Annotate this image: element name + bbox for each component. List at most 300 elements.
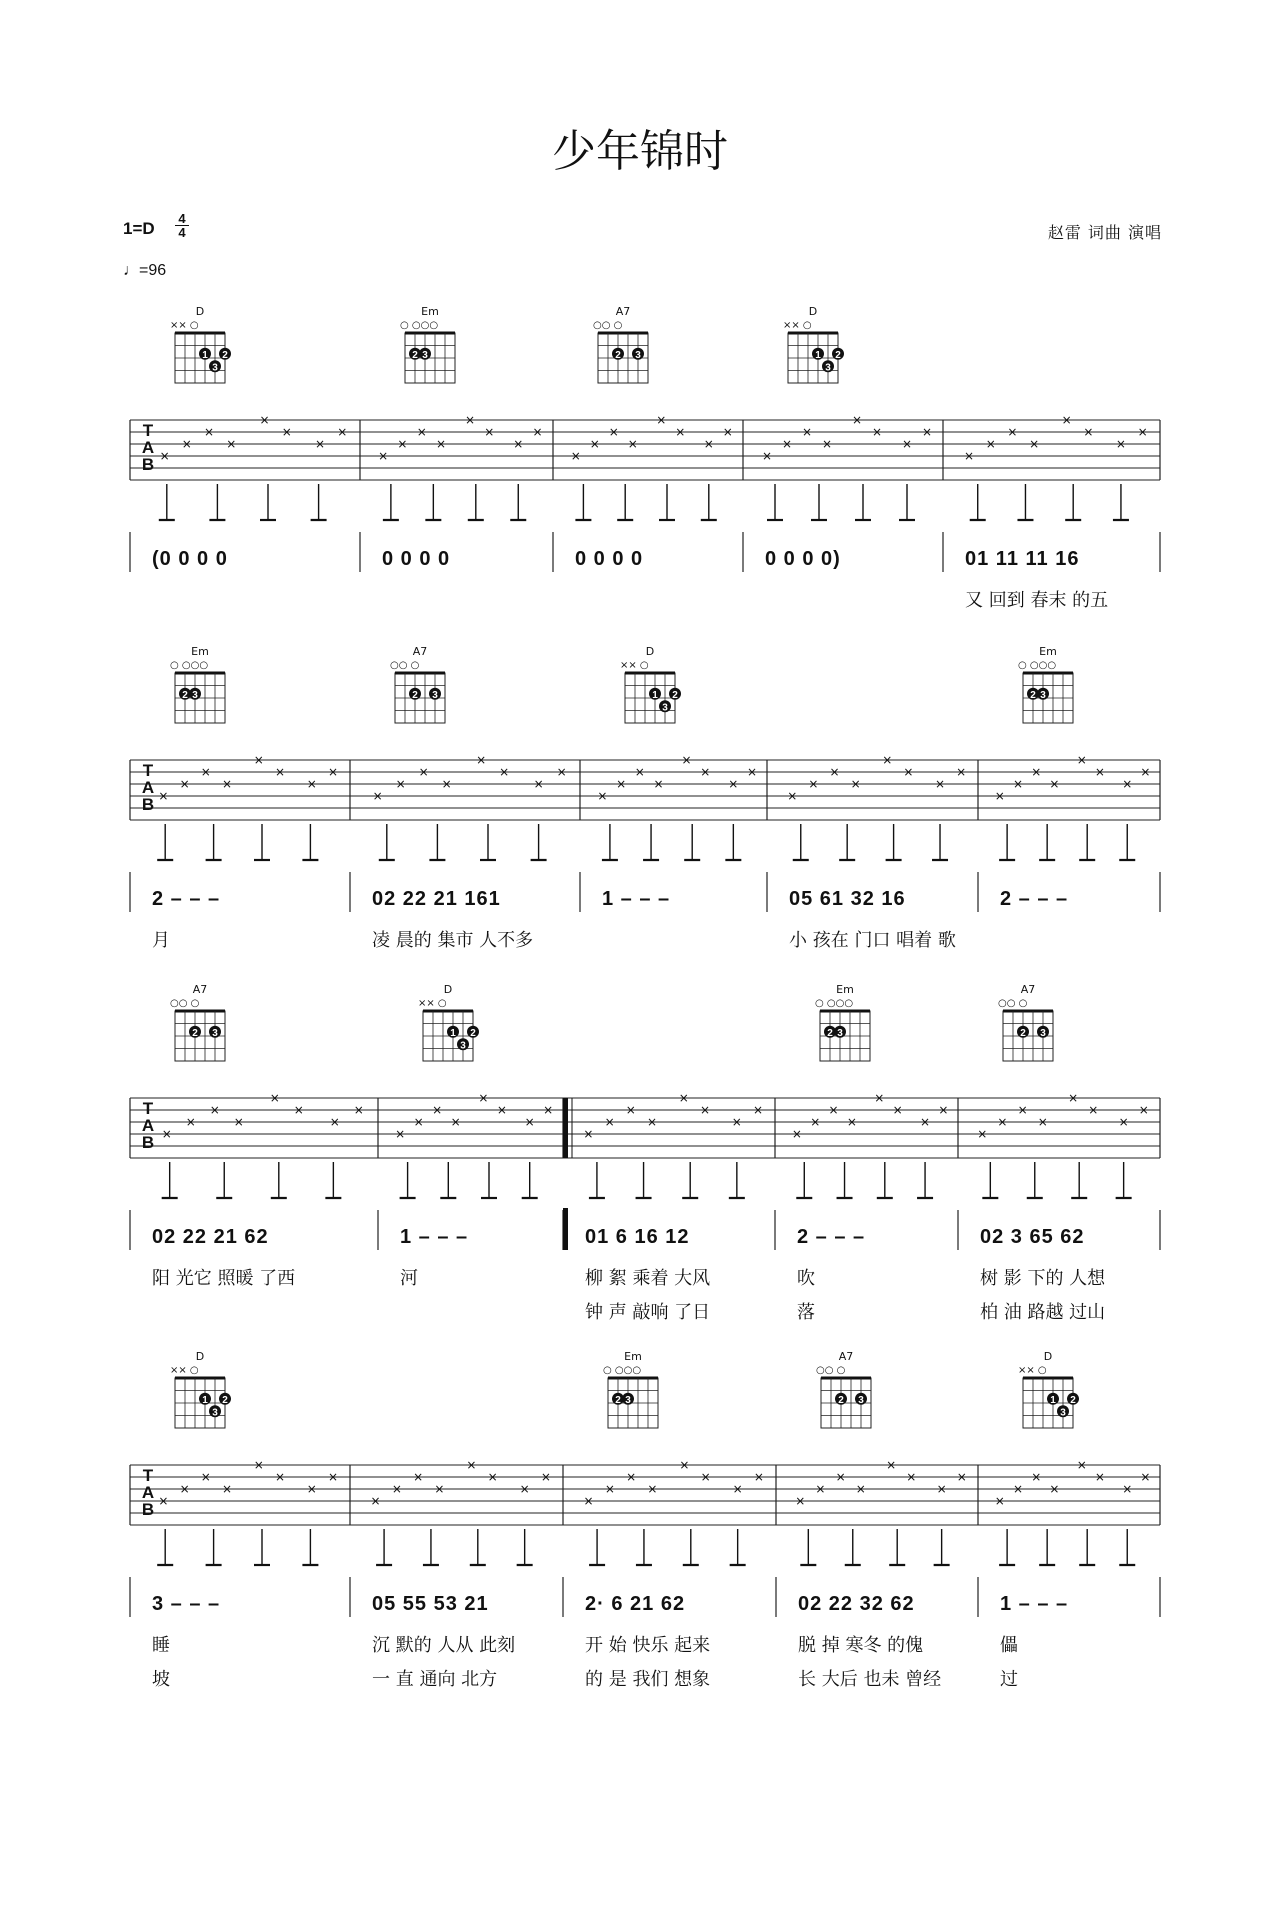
strum-mark: ×: [328, 765, 339, 779]
strum-mark: ×: [253, 753, 264, 767]
strum-mark: ×: [753, 1103, 764, 1117]
chord-finger-number: 2: [615, 349, 621, 361]
numbered-notes: 1 – – –: [400, 1226, 469, 1248]
lyric-line-2: 钟 声 敲响 了日: [585, 1302, 711, 1323]
strum-mark: ×: [997, 1115, 1008, 1129]
measure: [995, 1350, 1151, 1690]
strum-mark: ×: [801, 425, 813, 439]
numbered-notes: 0 0 0 0: [382, 548, 451, 570]
strum-mark: ×: [647, 1115, 658, 1129]
strum-mark: ×: [1049, 777, 1060, 791]
strum-mark: ×: [226, 437, 237, 451]
lyric-line-1: 吹: [797, 1268, 815, 1289]
strum-mark: ×: [397, 437, 408, 451]
strum-mark: ×: [1013, 777, 1024, 791]
chord-open-mute-markers: ×× ○: [1018, 1365, 1047, 1376]
strum-mark: ×: [1094, 765, 1105, 779]
measure: [584, 1350, 764, 1690]
tab-clef-letter: B: [141, 1500, 155, 1519]
strum-mark: ×: [487, 1470, 498, 1484]
strum-mark: ×: [1138, 1103, 1149, 1117]
credits: 赵雷 词曲 演唱: [1047, 223, 1162, 242]
tab-clef-letter: B: [141, 795, 155, 814]
lyric-line-1: 阳 光它 照暖 了西: [152, 1268, 296, 1289]
strum-mark: ×: [1068, 1091, 1079, 1105]
lyric-line-2: 长 大后 也未 曾经: [798, 1669, 942, 1690]
chord-finger-number: 3: [1040, 1027, 1046, 1039]
strum-mark: ×: [209, 1103, 220, 1117]
strum-mark: ×: [901, 437, 913, 451]
strum-mark: ×: [787, 789, 798, 803]
strum-mark: ×: [938, 1103, 949, 1117]
numbered-notes: 1 – – –: [602, 888, 671, 910]
chord-open-mute-markers: ×× ○: [170, 320, 199, 331]
lyric-line-1: 树 影 下的 人想: [980, 1268, 1106, 1289]
chord-name: A7: [615, 305, 631, 318]
measure: [152, 645, 338, 951]
strum-mark: ×: [921, 425, 933, 439]
strum-mark: ×: [627, 437, 638, 451]
strum-mark: ×: [413, 1470, 424, 1484]
lyric-line-2: 落: [797, 1302, 815, 1323]
numbered-notes: 02 22 21 161: [372, 888, 501, 910]
chord-finger-number: 2: [672, 689, 678, 701]
chord-finger-number: 1: [202, 349, 208, 361]
chord-open-mute-markers: ○○ ○: [998, 998, 1028, 1009]
chord-open-mute-markers: ○ ○○○: [603, 1365, 642, 1376]
strum-mark: ×: [679, 1458, 690, 1472]
chord-finger-number: 2: [1020, 1027, 1026, 1039]
chord-name: A7: [838, 1350, 854, 1363]
strum-mark: ×: [956, 765, 967, 779]
strum-mark: ×: [1083, 425, 1094, 439]
chord-diagram: [170, 983, 225, 1061]
measure: [787, 753, 966, 951]
strum-mark: ×: [1140, 1470, 1151, 1484]
chord-finger-number: 3: [635, 349, 641, 361]
strum-mark: ×: [200, 1470, 211, 1484]
tab-clef-letter: A: [141, 438, 155, 457]
strum-mark: ×: [337, 425, 348, 439]
strum-mark: ×: [395, 1127, 406, 1141]
strum-mark: ×: [275, 1470, 286, 1484]
chord-finger-number: 2: [222, 349, 228, 361]
measure: [583, 1091, 763, 1323]
chord-finger-number: 2: [615, 1394, 621, 1406]
strum-mark: ×: [808, 777, 819, 791]
quarter-note-icon: ♩: [123, 262, 139, 279]
strum-mark: ×: [994, 1494, 1005, 1508]
strum-mark: ×: [533, 777, 544, 791]
strum-mark: ×: [204, 425, 215, 439]
strum-mark: ×: [934, 777, 946, 791]
strum-mark: ×: [185, 1115, 196, 1129]
measure: [995, 645, 1151, 910]
music-system: [130, 305, 1160, 611]
strum-mark: ×: [1076, 753, 1087, 767]
chord-finger-number: 3: [1060, 1407, 1066, 1419]
numbered-notes: 02 22 32 62: [798, 1593, 915, 1615]
strum-mark: ×: [499, 765, 510, 779]
strum-mark: ×: [418, 765, 429, 779]
chord-diagram: [998, 983, 1053, 1061]
lyric-line-1: 开 始 快乐 起来: [585, 1635, 711, 1656]
measure: [792, 983, 948, 1323]
chord-name: D: [645, 645, 655, 658]
strum-mark: ×: [1013, 1482, 1024, 1496]
numbered-notes: 0 0 0 0: [575, 548, 644, 570]
strum-mark: ×: [450, 1115, 461, 1129]
chord-name: A7: [192, 983, 208, 996]
music-system: [130, 1350, 1160, 1690]
music-system: [130, 983, 1160, 1323]
strum-mark: ×: [328, 1470, 339, 1484]
chord-finger-number: 2: [470, 1027, 476, 1039]
chord-open-mute-markers: ×× ○: [620, 660, 649, 671]
strum-mark: ×: [835, 1470, 846, 1484]
strum-mark: ×: [1088, 1103, 1099, 1117]
measure: [762, 305, 932, 570]
strum-mark: ×: [281, 425, 292, 439]
chord-diagram: [1018, 645, 1073, 723]
chord-finger-number: 2: [1030, 689, 1036, 701]
strum-mark: ×: [436, 437, 447, 451]
strum-mark: ×: [293, 1103, 304, 1117]
strum-mark: ×: [791, 1127, 802, 1141]
strum-mark: ×: [556, 765, 567, 779]
strum-mark: ×: [253, 1458, 264, 1472]
chord-diagram: [1018, 1350, 1079, 1428]
strum-mark: ×: [583, 1494, 594, 1508]
strum-mark: ×: [1007, 425, 1018, 439]
strum-mark: ×: [478, 1091, 489, 1105]
strum-mark: ×: [1049, 1482, 1060, 1496]
strum-mark: ×: [608, 425, 619, 439]
chord-open-mute-markers: ×× ○: [170, 1365, 199, 1376]
chord-finger-number: 3: [858, 1394, 864, 1406]
strum-mark: ×: [850, 777, 861, 791]
chord-finger-number: 2: [1070, 1394, 1076, 1406]
strum-mark: ×: [496, 1103, 507, 1117]
strum-mark: ×: [851, 413, 863, 427]
strum-mark: ×: [1118, 1115, 1129, 1129]
chord-finger-number: 3: [212, 1027, 218, 1039]
strum-mark: ×: [700, 765, 711, 779]
strum-mark: ×: [306, 1482, 317, 1496]
chord-name: D: [195, 1350, 205, 1363]
numbered-notes: 0 0 0 0): [765, 548, 841, 570]
strum-mark: ×: [269, 1091, 280, 1105]
strum-mark: ×: [378, 449, 389, 463]
chord-diagram: [815, 983, 870, 1061]
strum-mark: ×: [616, 777, 627, 791]
chord-name: D: [443, 983, 453, 996]
strum-mark: ×: [441, 777, 452, 791]
chord-finger-number: 3: [460, 1040, 466, 1052]
strum-mark: ×: [583, 1127, 594, 1141]
lyric-line-1: 儡: [1000, 1635, 1018, 1656]
chord-finger-number: 3: [192, 689, 198, 701]
strum-mark: ×: [543, 1103, 554, 1117]
strum-mark: ×: [464, 413, 476, 427]
strum-mark: ×: [728, 777, 739, 791]
measure: [571, 305, 733, 570]
chord-open-mute-markers: ○○ ○: [816, 1365, 846, 1376]
numbered-notes: 05 55 53 21: [372, 1593, 489, 1615]
strum-mark: ×: [1037, 1115, 1048, 1129]
chord-finger-number: 3: [212, 1407, 218, 1419]
strum-mark: ×: [731, 1115, 742, 1129]
chord-diagram: [170, 305, 231, 383]
strum-mark: ×: [795, 1494, 806, 1508]
strum-mark: ×: [703, 437, 714, 451]
strum-mark: ×: [920, 1115, 931, 1129]
strum-mark: ×: [222, 777, 233, 791]
tab-clef-letter: B: [141, 455, 155, 474]
strum-mark: ×: [828, 1103, 839, 1117]
strum-mark: ×: [434, 1482, 445, 1496]
chord-name: D: [195, 305, 205, 318]
numbered-notes: 01 11 11 16: [965, 548, 1080, 570]
chord-open-mute-markers: ○ ○○○: [170, 660, 209, 671]
tab-clef-letter: A: [141, 1116, 155, 1135]
chord-finger-number: 2: [412, 689, 418, 701]
chord-finger-number: 1: [450, 1027, 456, 1039]
strum-mark: ×: [259, 413, 270, 427]
chord-name: Em: [191, 645, 209, 658]
strum-mark: ×: [222, 1482, 233, 1496]
strum-mark: ×: [513, 437, 524, 451]
tab-clef-letter: T: [142, 1466, 154, 1485]
strum-mark: ×: [1122, 1482, 1133, 1496]
chord-finger-number: 1: [1050, 1394, 1056, 1406]
strum-mark: ×: [532, 425, 543, 439]
chord-name: D: [808, 305, 818, 318]
chord-finger-number: 3: [662, 702, 668, 714]
strum-mark: ×: [570, 449, 581, 463]
strum-mark: ×: [700, 1103, 711, 1117]
strum-mark: ×: [675, 425, 686, 439]
strum-mark: ×: [1140, 765, 1151, 779]
strum-mark: ×: [1061, 413, 1072, 427]
chord-open-mute-markers: ○ ○○○: [1018, 660, 1057, 671]
strum-mark: ×: [903, 765, 914, 779]
strum-mark: ×: [781, 437, 793, 451]
time-signature-bottom: 4: [178, 225, 186, 240]
lyric-line-1: 小 孩在 门口 唱着 歌: [789, 930, 956, 951]
chord-diagram: [418, 983, 479, 1061]
strum-mark: ×: [1029, 437, 1040, 451]
strum-mark: ×: [656, 413, 667, 427]
strum-mark: ×: [1031, 765, 1042, 779]
song-title: 少年锦时: [552, 126, 728, 177]
lyric-line-2: 一 直 通向 北方: [372, 1669, 498, 1690]
chord-finger-number: 1: [202, 1394, 208, 1406]
strum-mark: ×: [315, 437, 326, 451]
chord-finger-number: 2: [222, 1394, 228, 1406]
chord-open-mute-markers: ○○ ○: [390, 660, 420, 671]
strum-mark: ×: [329, 1115, 340, 1129]
strum-mark: ×: [476, 753, 487, 767]
tab-clef-letter: A: [141, 1483, 155, 1502]
strum-mark: ×: [306, 777, 317, 791]
chord-diagram: [170, 1350, 231, 1428]
strum-mark: ×: [626, 1470, 637, 1484]
strum-mark: ×: [634, 765, 645, 779]
strum-mark: ×: [233, 1115, 244, 1129]
chord-finger-number: 2: [182, 689, 188, 701]
measure: [977, 983, 1149, 1323]
strum-mark: ×: [466, 1458, 477, 1472]
numbered-notes: (0 0 0 0: [152, 548, 228, 570]
measure: [152, 983, 364, 1289]
strum-mark: ×: [871, 425, 883, 439]
strum-mark: ×: [761, 449, 773, 463]
strum-mark: ×: [1115, 437, 1126, 451]
numbered-notes: 2· 6 21 62: [585, 1593, 686, 1615]
measure: [372, 645, 567, 951]
numbered-notes: 1 – – –: [1000, 1593, 1069, 1615]
numbered-notes: 2 – – –: [1000, 888, 1069, 910]
measure: [395, 983, 553, 1289]
strum-mark: ×: [855, 1482, 866, 1496]
strum-mark: ×: [874, 1091, 885, 1105]
strum-mark: ×: [906, 1470, 917, 1484]
lyric-line-2: 坡: [152, 1669, 170, 1690]
strum-mark: ×: [747, 765, 758, 779]
lyric-line-1: 睡: [152, 1635, 170, 1656]
repeat-thick-bar: [563, 1098, 568, 1158]
strum-mark: ×: [936, 1482, 947, 1496]
chord-finger-number: 1: [815, 349, 821, 361]
tab-clef-letter: B: [141, 1133, 155, 1152]
strum-mark: ×: [597, 789, 608, 803]
strum-mark: ×: [181, 437, 192, 451]
strum-mark: ×: [158, 1494, 169, 1508]
chord-finger-number: 2: [412, 349, 418, 361]
strum-mark: ×: [753, 1470, 764, 1484]
lyric-line-1: 凌 晨的 集市 人不多: [372, 930, 534, 951]
chord-finger-number: 3: [825, 362, 831, 374]
lyric-line-2: 过: [1000, 1669, 1018, 1690]
chord-finger-number: 3: [422, 349, 428, 361]
numbered-notes: 3 – – –: [152, 1593, 221, 1615]
tab-clef-letter: T: [142, 421, 154, 440]
chord-finger-number: 3: [212, 362, 218, 374]
strum-mark: ×: [810, 1115, 821, 1129]
strum-mark: ×: [1076, 1458, 1087, 1472]
tab-clef-letter: T: [142, 761, 154, 780]
lyric-line-1: 又 回到 春末 的五: [965, 590, 1109, 611]
strum-mark: ×: [994, 789, 1005, 803]
numbered-notes: 02 22 21 62: [152, 1226, 269, 1248]
lyric-line-1: 河: [400, 1268, 418, 1289]
chord-name: Em: [421, 305, 439, 318]
strum-mark: ×: [1017, 1103, 1028, 1117]
strum-mark: ×: [647, 1482, 658, 1496]
lyric-line-1: 月: [152, 930, 170, 951]
chord-name: A7: [1020, 983, 1036, 996]
strum-mark: ×: [846, 1115, 857, 1129]
lyric-line-1: 柳 絮 乘着 大风: [585, 1268, 711, 1289]
lyric-line-1: 脱 掉 寒冬 的傀: [798, 1635, 924, 1656]
strum-mark: ×: [370, 1494, 381, 1508]
strum-mark: ×: [886, 1458, 897, 1472]
chord-diagram: [603, 1350, 658, 1428]
chord-name: A7: [412, 645, 428, 658]
measure: [371, 1458, 551, 1690]
chord-finger-number: 3: [1040, 689, 1046, 701]
chord-open-mute-markers: ×× ○: [783, 320, 812, 331]
chord-name: Em: [1039, 645, 1057, 658]
lyric-line-2: 的 是 我们 想象: [585, 1669, 711, 1690]
strum-mark: ×: [722, 425, 733, 439]
strum-mark: ×: [372, 789, 383, 803]
chord-diagram: [816, 1350, 871, 1428]
measure: [152, 1350, 338, 1690]
strum-mark: ×: [956, 1470, 967, 1484]
strum-mark: ×: [829, 765, 840, 779]
repeat-thick-bar: [563, 1208, 568, 1250]
chord-diagram: [400, 305, 455, 383]
strum-mark: ×: [604, 1482, 615, 1496]
strum-mark: ×: [678, 1091, 689, 1105]
lyric-line-2: 柏 油 路越 过山: [980, 1302, 1106, 1323]
chord-open-mute-markers: ○ ○○○: [400, 320, 439, 331]
strum-mark: ×: [732, 1482, 743, 1496]
strum-mark: ×: [484, 425, 495, 439]
strum-mark: ×: [700, 1470, 711, 1484]
strum-mark: ×: [1122, 777, 1133, 791]
strum-mark: ×: [432, 1103, 443, 1117]
tab-clef-letter: A: [141, 778, 155, 797]
chord-name: D: [1043, 1350, 1053, 1363]
tempo-value: =96: [139, 262, 167, 279]
chord-finger-number: 3: [432, 689, 438, 701]
strum-mark: ×: [159, 449, 170, 463]
chord-open-mute-markers: ○○ ○: [593, 320, 623, 331]
measure: [795, 1350, 967, 1690]
strum-mark: ×: [519, 1482, 530, 1496]
measure: [597, 645, 757, 910]
numbered-notes: 05 61 32 16: [789, 888, 906, 910]
strum-mark: ×: [158, 789, 169, 803]
tab-clef-letter: T: [142, 1099, 154, 1118]
numbered-notes: 2 – – –: [152, 888, 221, 910]
strum-mark: ×: [681, 753, 692, 767]
chord-finger-number: 2: [192, 1027, 198, 1039]
strum-mark: ×: [395, 777, 406, 791]
chord-finger-number: 1: [652, 689, 658, 701]
chord-finger-number: 2: [835, 349, 841, 361]
strum-mark: ×: [161, 1127, 172, 1141]
numbered-notes: 02 3 65 62: [980, 1226, 1085, 1248]
strum-mark: ×: [275, 765, 286, 779]
strum-mark: ×: [653, 777, 664, 791]
strum-mark: ×: [353, 1103, 364, 1117]
chord-diagram: [593, 305, 648, 383]
chord-finger-number: 3: [625, 1394, 631, 1406]
strum-mark: ×: [1031, 1470, 1042, 1484]
strum-mark: ×: [977, 1127, 988, 1141]
chord-open-mute-markers: ×× ○: [418, 998, 447, 1009]
chord-name: Em: [836, 983, 854, 996]
strum-mark: ×: [964, 449, 975, 463]
strum-mark: ×: [413, 1115, 424, 1129]
strum-mark: ×: [882, 753, 893, 767]
strum-mark: ×: [604, 1115, 615, 1129]
strum-mark: ×: [416, 425, 427, 439]
